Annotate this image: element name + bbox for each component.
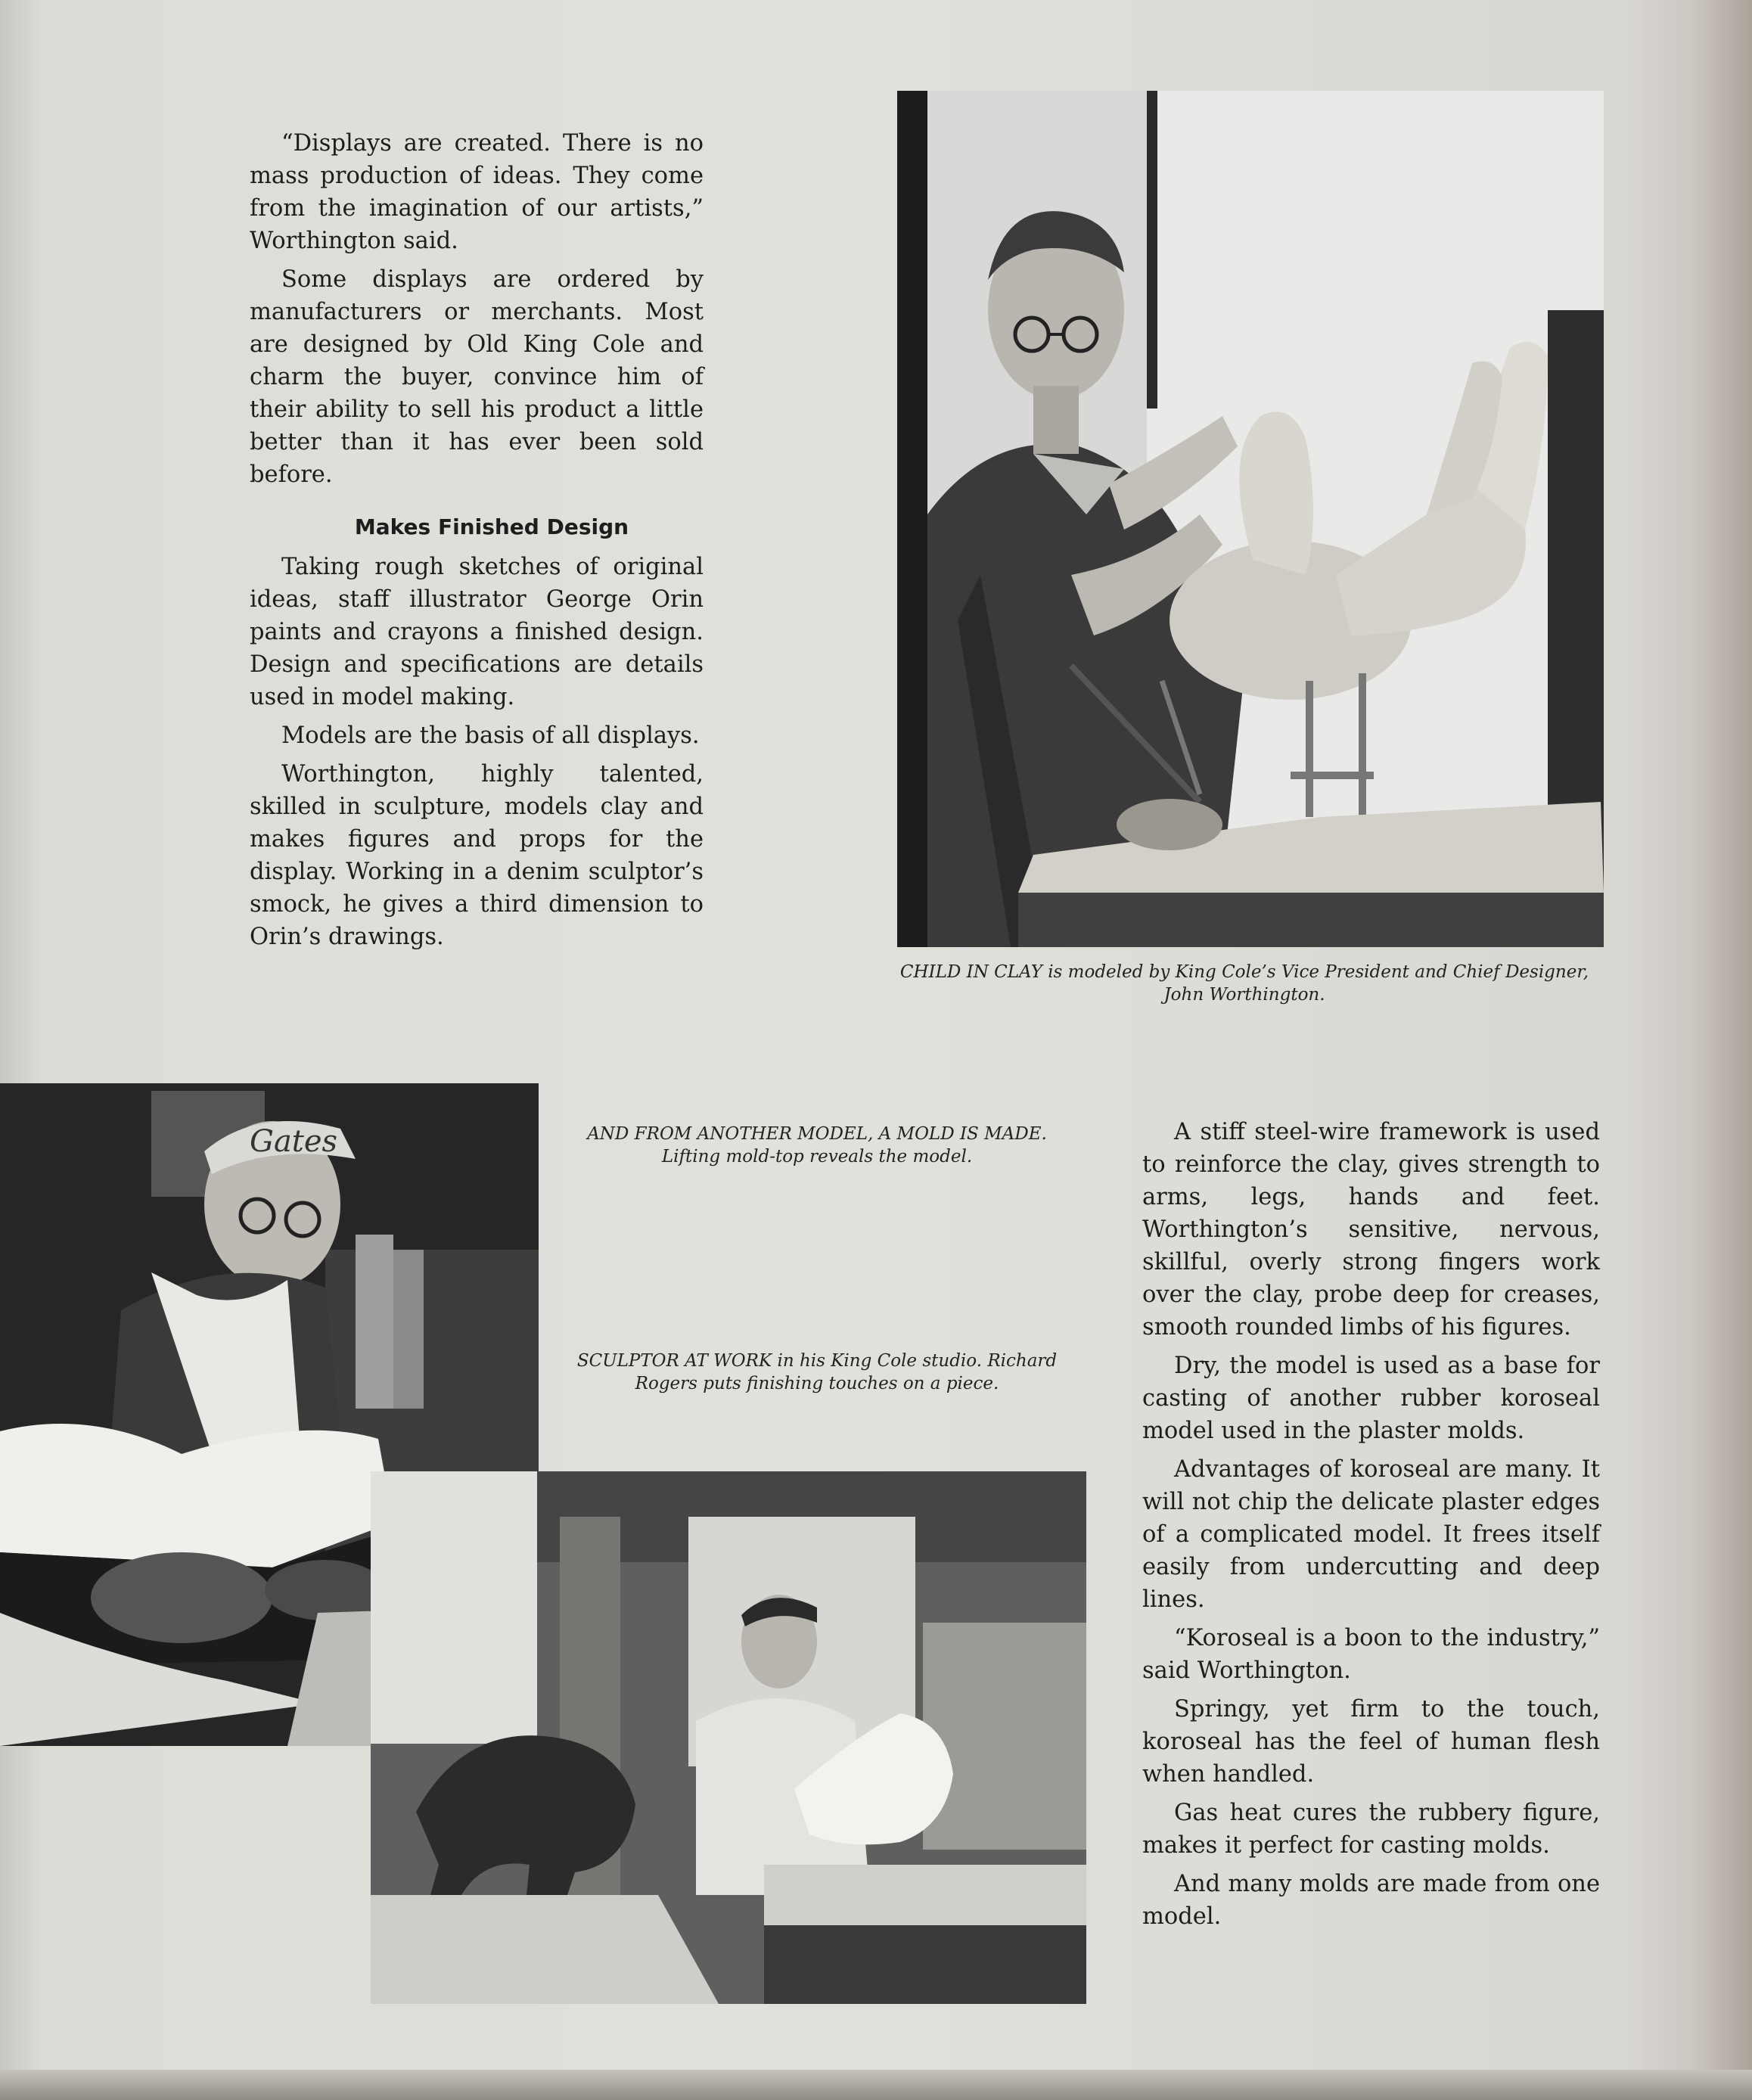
left-paragraph-4: Models are the basis of all displays. [281, 722, 700, 749]
section-heading: Makes Finished Design [354, 514, 629, 539]
page-spine [1687, 0, 1752, 2100]
left-column [250, 127, 704, 959]
right-paragraph-5: Springy, yet firm to the touch, koroseal has the feel of human flesh when handled. [1142, 1696, 1600, 1788]
right-paragraph-3: Advantages of koroseal are many. It will not chip the delicate plaster edges of a complicated model. It frees itself easily from undercutting and deep lines. [1142, 1456, 1600, 1613]
sculptor-studio-photo [371, 1471, 1086, 2004]
caption-child-in-clay: CHILD IN CLAY is modeled by King Cole’s Vice President and Chief Designer, John Worthington. [899, 962, 1589, 1005]
right-paragraph-2: Dry, the model is used as a base for casting of another rubber koroseal model used in the plaster molds. [1142, 1353, 1600, 1444]
left-paragraph-2: Some displays are ordered by manufacturers or merchants. Most are designed by Old King Cole and charm the buyer, convince him of their ability to sell his product a little better than it has ever been sold before. [250, 266, 704, 488]
right-column [1142, 1116, 1600, 1939]
left-paragraph-1: “Displays are created. There is no mass production of ideas. They come from the imagination of our artists,” Worthington said. [250, 130, 704, 254]
studio-photo-art [371, 1471, 1086, 2004]
caption-sculptor: SCULPTOR AT WORK in his King Cole studio. Richard Rogers puts finishing touches on a piece. [576, 1351, 1058, 1393]
worthington-photo-art [897, 91, 1604, 947]
right-paragraph-1: A stiff steel-wire framework is used to reinforce the clay, gives strength to arms, legs, hands and feet. Worthington’s sensitive, nervous, skillful, overly strong fingers work over the clay, probe deep for creases, smooth rounded limbs of his figures. [1142, 1119, 1600, 1340]
right-paragraph-4: “Koroseal is a boon to the industry,” said Worthington. [1142, 1625, 1600, 1684]
cap-lettering: Gates [250, 1124, 338, 1159]
caption-mold: AND FROM ANOTHER MODEL, A MOLD IS MADE. Lifting mold-top reveals the model. [587, 1124, 1047, 1166]
right-paragraph-6: Gas heat cures the rubbery figure, makes it perfect for casting molds. [1142, 1800, 1600, 1859]
left-paragraph-3: Taking rough sketches of original ideas, staff illustrator George Orin paints and crayons a finished design. Design and specifications are details used in model making. [250, 554, 704, 710]
left-paragraph-5: Worthington, highly talented, skilled in sculpture, models clay and makes figures and props for the display. Working in a denim sculptor’s smock, he gives a third dimension to Orin’s drawings. [250, 761, 704, 950]
worthington-sculpting-photo [897, 91, 1604, 947]
page-bottom-edge [0, 2070, 1752, 2100]
right-paragraph-7: And many molds are made from one model. [1142, 1871, 1600, 1930]
